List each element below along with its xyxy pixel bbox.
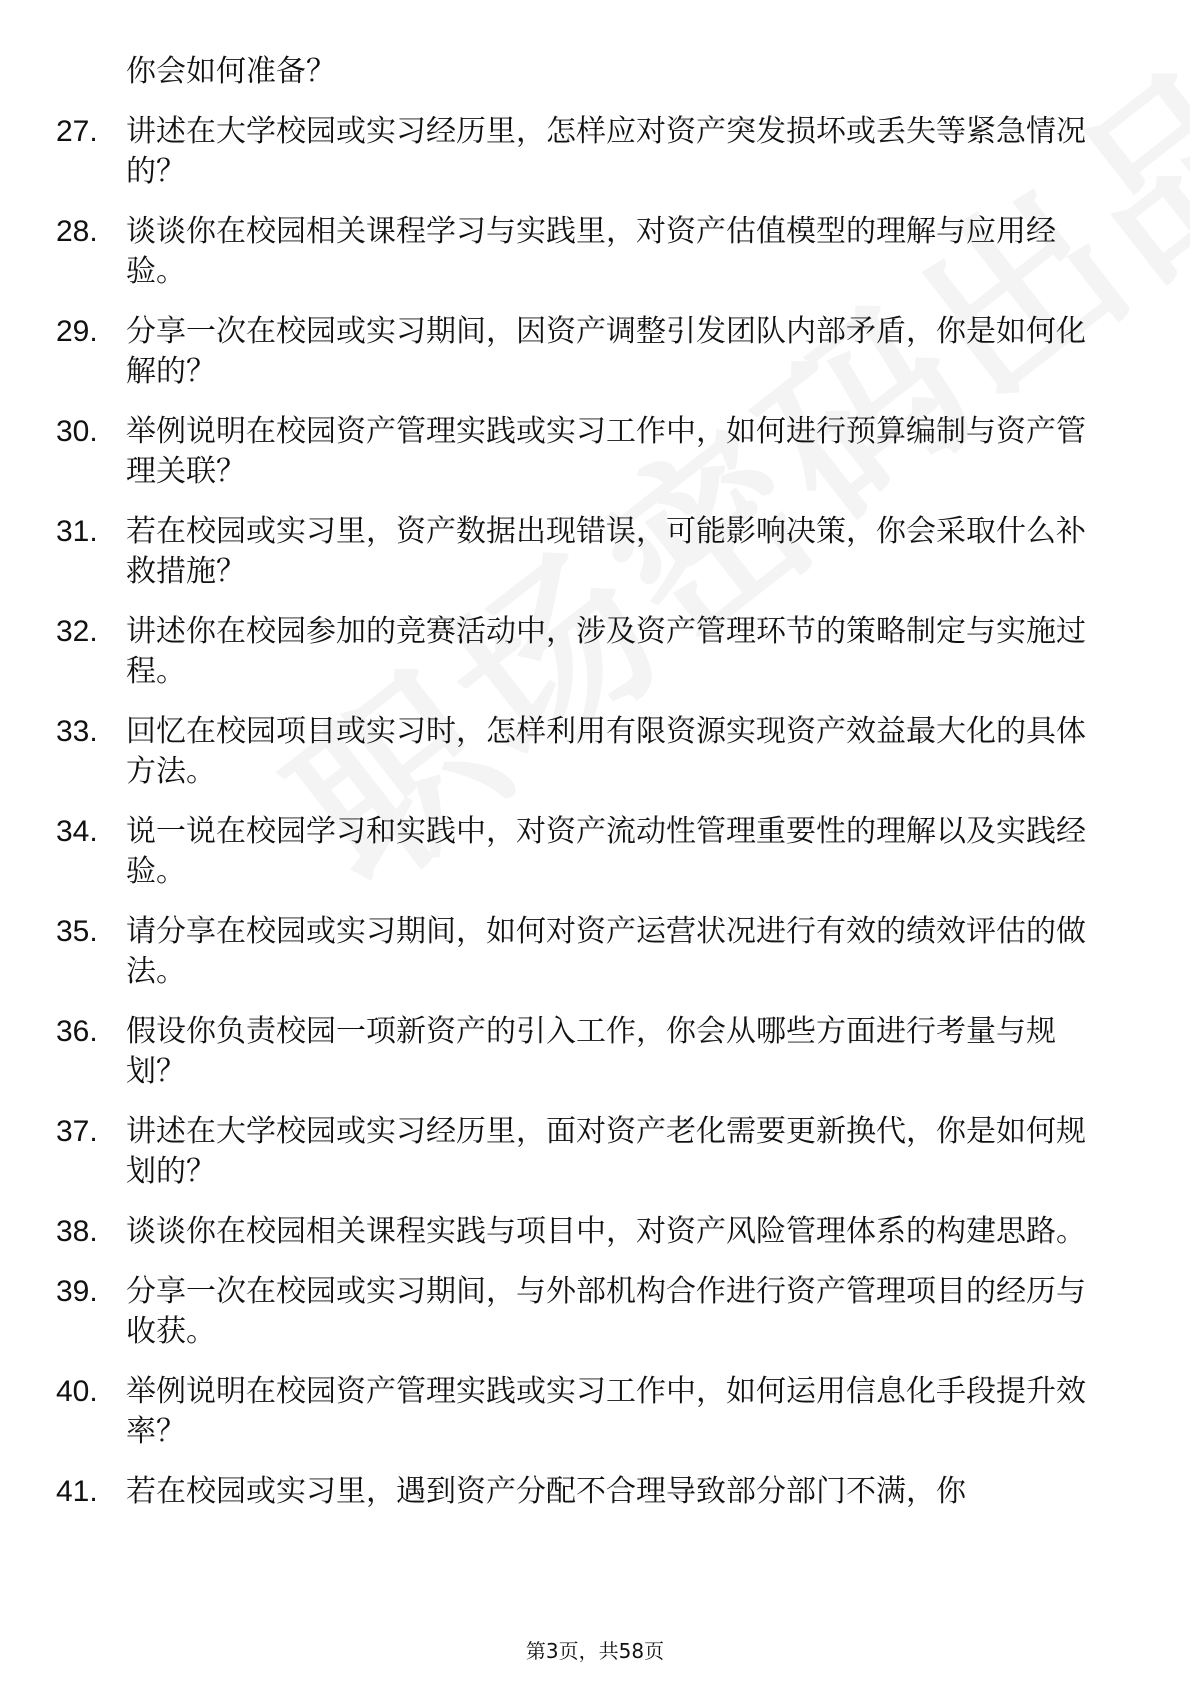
- item-number: 31.: [56, 515, 98, 548]
- list-item: [56, 612, 1116, 692]
- list-item: [56, 1272, 1116, 1352]
- item-number: 33.: [56, 715, 98, 748]
- item-text: 谈谈你在校园相关课程实践与项目中，对资产风险管理体系的构建思路。: [126, 1214, 1086, 1249]
- item-number: 41.: [56, 1475, 98, 1508]
- item-number: 35.: [56, 915, 98, 948]
- list-item: [56, 412, 1116, 492]
- item-text: 假设你负责校园一项新资产的引入工作，你会从哪些方面进行考量与规划？: [126, 1014, 1056, 1089]
- item-text: 若在校园或实习里，资产数据出现错误，可能影响决策，你会采取什么补救措施？: [126, 514, 1086, 589]
- item-text: 讲述在大学校园或实习经历里，怎样应对资产突发损坏或丢失等紧急情况的？: [126, 114, 1086, 189]
- list-item: [56, 1212, 1116, 1252]
- item-text: 请分享在校园或实习期间，如何对资产运营状况进行有效的绩效评估的做法。: [126, 914, 1086, 989]
- item-text: 举例说明在校园资产管理实践或实习工作中，如何运用信息化手段提升效率？: [126, 1374, 1086, 1449]
- item-number: 30.: [56, 415, 98, 448]
- item-text: 若在校园或实习里，遇到资产分配不合理导致部分部门不满，你: [126, 1474, 966, 1509]
- list-item: [56, 112, 1116, 192]
- item-number: 27.: [56, 115, 98, 148]
- item-number: 28.: [56, 215, 98, 248]
- item-text: 谈谈你在校园相关课程学习与实践里，对资产估值模型的理解与应用经验。: [126, 214, 1056, 289]
- continuation-text: 你会如何准备？: [126, 54, 336, 89]
- item-text: 说一说在校园学习和实践中，对资产流动性管理重要性的理解以及实践经验。: [126, 814, 1086, 889]
- list-item: [56, 1472, 1116, 1512]
- question-list: [56, 112, 1116, 1532]
- list-item: [56, 812, 1116, 892]
- item-number: 38.: [56, 1215, 98, 1248]
- item-number: 40.: [56, 1375, 98, 1408]
- list-item: [56, 512, 1116, 592]
- page-number-footer: 第3页，共58页: [525, 1639, 665, 1663]
- item-number: 29.: [56, 315, 98, 348]
- item-text: 分享一次在校园或实习期间，因资产调整引发团队内部矛盾，你是如何化解的？: [126, 314, 1086, 389]
- item-number: 34.: [56, 815, 98, 848]
- item-number: 37.: [56, 1115, 98, 1148]
- item-number: 32.: [56, 615, 98, 648]
- item-text: 回忆在校园项目或实习时，怎样利用有限资源实现资产效益最大化的具体方法。: [126, 714, 1086, 789]
- list-item: [56, 1112, 1116, 1192]
- item-number: 36.: [56, 1015, 98, 1048]
- item-text: 讲述你在校园参加的竞赛活动中，涉及资产管理环节的策略制定与实施过程。: [126, 614, 1086, 689]
- item-text: 举例说明在校园资产管理实践或实习工作中，如何进行预算编制与资产管理关联？: [126, 414, 1086, 489]
- list-item: [56, 212, 1116, 292]
- list-item: [56, 1372, 1116, 1452]
- item-text: 分享一次在校园或实习期间，与外部机构合作进行资产管理项目的经历与收获。: [126, 1274, 1086, 1349]
- item-number: 39.: [56, 1275, 98, 1308]
- list-item: [56, 1012, 1116, 1092]
- list-item: [56, 312, 1116, 392]
- item-text: 讲述在大学校园或实习经历里，面对资产老化需要更新换代，你是如何规划的？: [126, 1114, 1086, 1189]
- list-item: [56, 912, 1116, 992]
- list-item: [56, 712, 1116, 792]
